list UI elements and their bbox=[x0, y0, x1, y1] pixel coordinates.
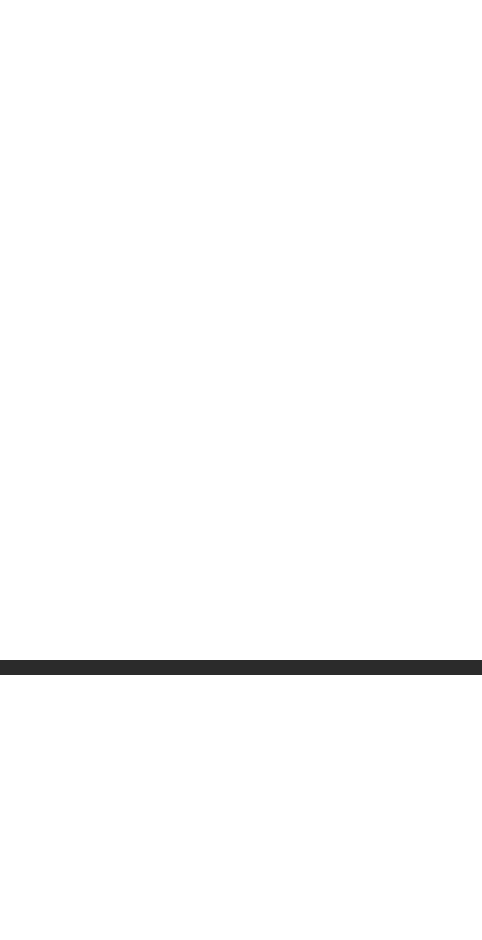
page-separator bbox=[0, 660, 482, 675]
bottom-page bbox=[0, 675, 482, 940]
